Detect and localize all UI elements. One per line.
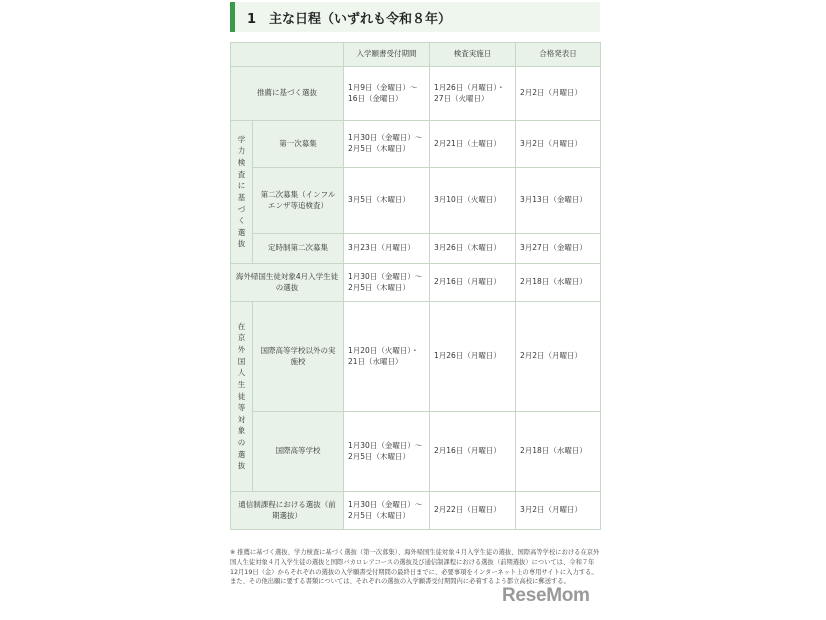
cell-exam: 2月16日（月曜日） [430, 264, 516, 302]
cell-result: 3月2日（月曜日） [516, 121, 601, 168]
row-label-recommendation: 推薦に基づく選抜 [231, 67, 344, 121]
group-label-academic-text: 学力検査に基づく選抜 [237, 134, 246, 249]
table-row [231, 168, 601, 234]
row-label-non-international: 国際高等学校以外の実施校 [253, 302, 344, 412]
column-header-exam: 検査実施日 [430, 43, 516, 67]
cell-application: 1月30日（金曜日）～2月5日（木曜日） [344, 492, 430, 530]
table-row [231, 492, 601, 530]
group-label-foreign [231, 302, 253, 492]
row-label-part-time-second: 定時制第二次募集 [253, 234, 344, 264]
cell-exam: 1月26日（月曜日） [430, 302, 516, 412]
cell-exam: 2月16日（月曜日） [430, 412, 516, 492]
section-heading: 1 主な日程（いずれも令和８年） [230, 2, 600, 32]
cell-exam: 1月26日（月曜日）・27日（火曜日） [430, 67, 516, 121]
footnote: ※ 推薦に基づく選抜、学力検査に基づく選抜（第一次募集）、海外帰国生徒対象４月入学生徒の選抜、国際高等学校における在京外国人生徒対象４月入学生徒の選抜と国際バカロレアコースの選抜及び通信制課程における選抜（前期選抜）については、令和７年12月19日（金）からそれぞれの選抜の入学願書受付期間の最終日までに、必要事項をインターネット上の専用サイトに入力する。また、その他出願に要する書類については、それぞれの選抜の入学願書受付期間内に必着するよう都立高校に郵送する。 [230, 549, 600, 586]
cell-application: 1月20日（火曜日）・21日（水曜日） [344, 302, 430, 412]
table-row [231, 412, 601, 492]
cell-result: 3月2日（月曜日） [516, 492, 601, 530]
table-row [231, 302, 601, 412]
cell-application: 3月5日（木曜日） [344, 168, 430, 234]
header-corner [231, 43, 344, 67]
cell-exam: 3月10日（火曜日） [430, 168, 516, 234]
cell-exam: 2月22日（日曜日） [430, 492, 516, 530]
column-header-application: 入学願書受付期間 [344, 43, 430, 67]
table-row [231, 121, 601, 168]
table-row [231, 264, 601, 302]
table-header-row [231, 43, 601, 67]
row-label-correspondence: 通信制課程における選抜（前期選抜） [231, 492, 344, 530]
cell-result: 2月2日（月曜日） [516, 67, 601, 121]
row-label-first-round: 第一次募集 [253, 121, 344, 168]
cell-result: 2月2日（月曜日） [516, 302, 601, 412]
cell-exam: 2月21日（土曜日） [430, 121, 516, 168]
table-row [231, 67, 601, 121]
cell-exam: 3月26日（木曜日） [430, 234, 516, 264]
cell-application: 1月30日（金曜日）～2月5日（木曜日） [344, 412, 430, 492]
group-label-academic [231, 121, 253, 264]
cell-application: 1月30日（金曜日）～2月5日（木曜日） [344, 264, 430, 302]
table-row [231, 234, 601, 264]
row-label-returnee: 海外帰国生徒対象4月入学生徒の選抜 [231, 264, 344, 302]
row-label-international: 国際高等学校 [253, 412, 344, 492]
cell-result: 2月18日（水曜日） [516, 264, 601, 302]
cell-application: 1月9日（金曜日）～16日（金曜日） [344, 67, 430, 121]
row-label-second-round: 第二次募集（インフルエンザ等追検査） [253, 168, 344, 234]
cell-result: 3月27日（金曜日） [516, 234, 601, 264]
schedule-table [230, 42, 601, 530]
cell-application: 3月23日（月曜日） [344, 234, 430, 264]
group-label-foreign-text: 在京外国人生徒等対象の選抜 [237, 321, 246, 471]
column-header-result: 合格発表日 [516, 43, 601, 67]
cell-result: 2月18日（水曜日） [516, 412, 601, 492]
resemom-logo: ReseMom [502, 585, 590, 606]
cell-application: 1月30日（金曜日）～2月5日（木曜日） [344, 121, 430, 168]
cell-result: 3月13日（金曜日） [516, 168, 601, 234]
